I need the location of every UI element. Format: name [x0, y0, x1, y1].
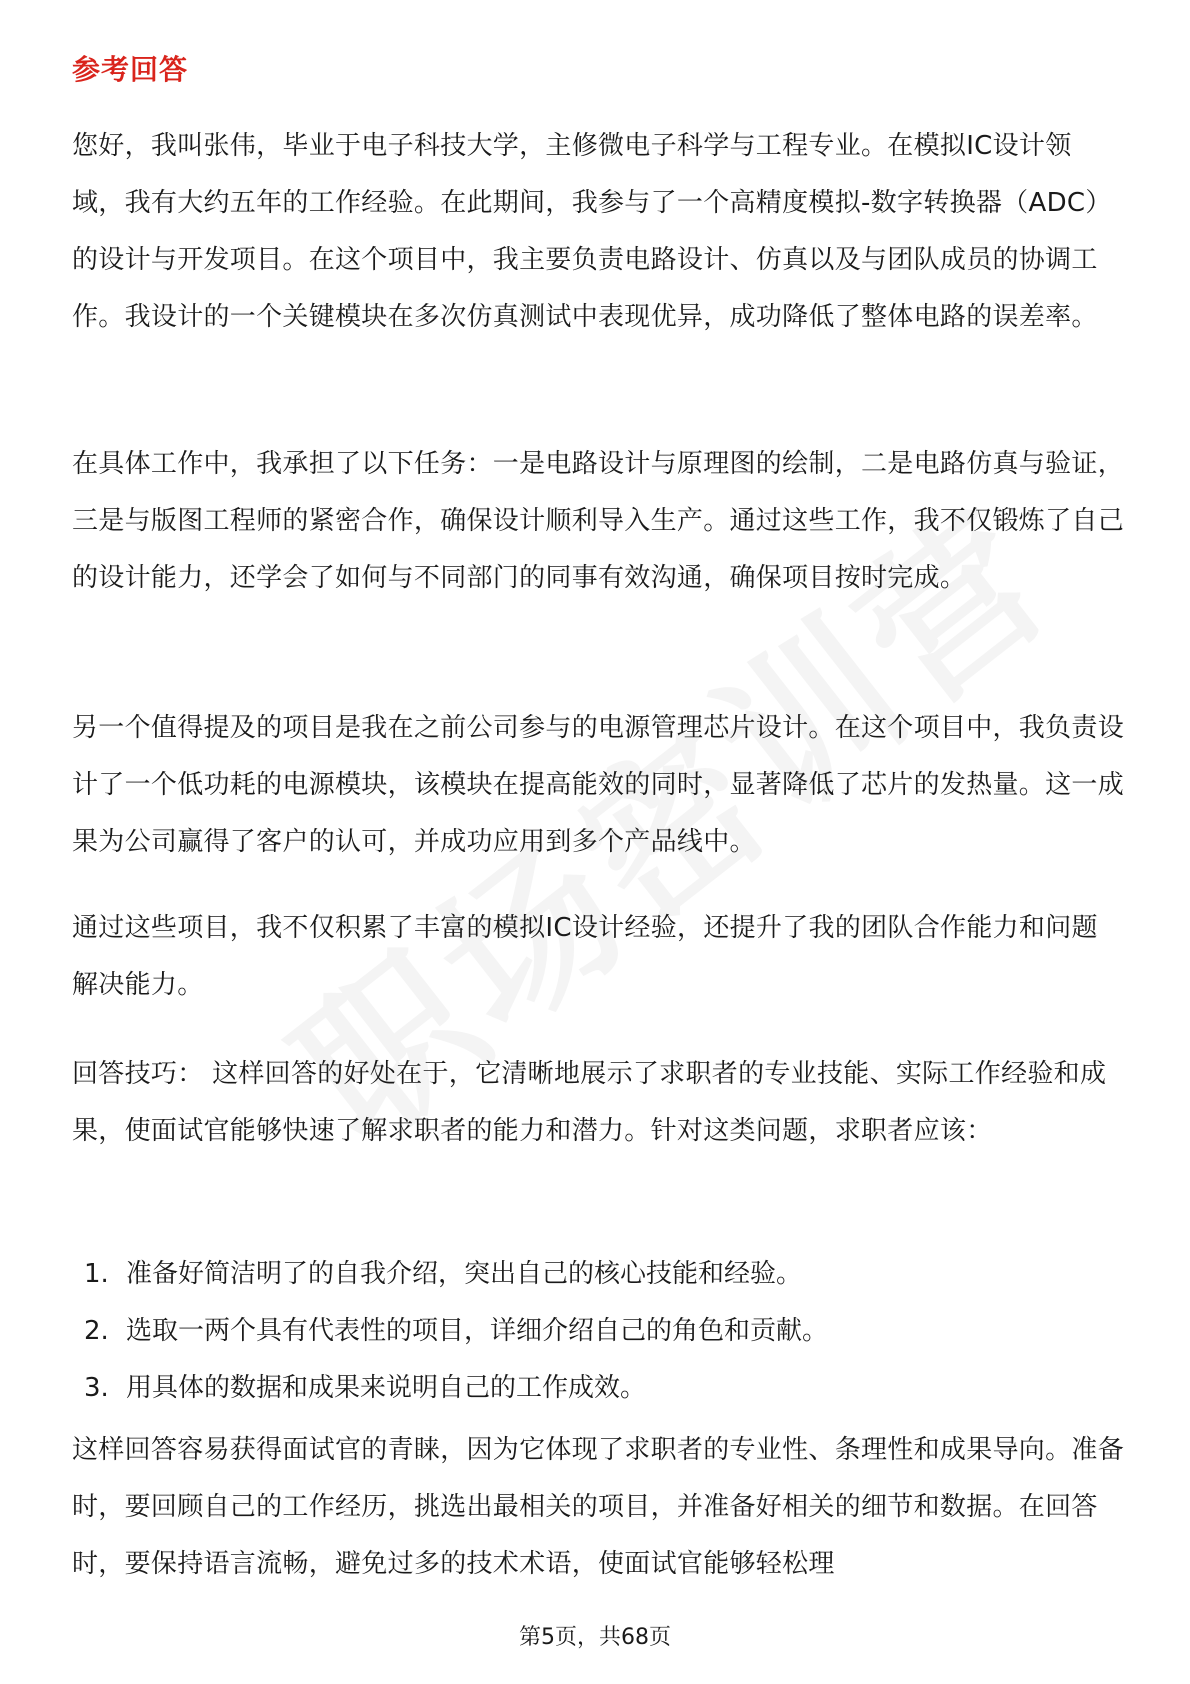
- tips-paragraph: 回答技巧： 这样回答的好处在于，它清晰地展示了求职者的专业技能、实际工作经验和成果，使面试官能够快速了解求职者的能力和潜力。针对这类问题，求职者应该：: [72, 1059, 1107, 1146]
- answer-paragraph-1: 您好，我叫张伟，毕业于电子科技大学，主修微电子科学与工程专业。在模拟IC设计领域，我有大约五年的工作经验。在此期间，我参与了一个高精度模拟-数字转换器（ADC）的设计与开发项目。在这个项目中，我主要负责电路设计、仿真以及与团队成员的协调工作。我设计的一个关键模块在多次仿真测试中表现优异，成功降低了整体电路的误差率。: [72, 131, 1112, 332]
- tips-list: [84, 1246, 1124, 1417]
- list-item-number: 3.: [84, 1373, 109, 1403]
- answer-paragraph-2: 在具体工作中，我承担了以下任务：一是电路设计与原理图的绘制，二是电路仿真与验证，三是与版图工程师的紧密合作，确保设计顺利导入生产。通过这些工作，我不仅锻炼了自己的设计能力，还学会了如何与不同部门的同事有效沟通，确保项目按时完成。: [72, 449, 1125, 593]
- list-item: [84, 1246, 1124, 1303]
- answer-paragraph-4: 通过这些项目，我不仅积累了丰富的模拟IC设计经验，还提升了我的团队合作能力和问题解决能力。: [72, 913, 1098, 1000]
- list-item: [84, 1303, 1124, 1360]
- section-heading: 参考回答: [72, 53, 189, 86]
- list-item: [84, 1360, 1124, 1417]
- list-item-text: 用具体的数据和成果来说明自己的工作成效。: [126, 1373, 647, 1403]
- list-item-text: 准备好简洁明了的自我介绍，突出自己的核心技能和经验。: [126, 1259, 803, 1289]
- list-item-text: 选取一两个具有代表性的项目，详细介绍自己的角色和贡献。: [126, 1316, 829, 1346]
- list-item-number: 2.: [84, 1316, 109, 1346]
- list-item-number: 1.: [84, 1259, 109, 1289]
- page-footer: 第5页，共68页: [519, 1625, 671, 1650]
- answer-paragraph-3: 另一个值得提及的项目是我在之前公司参与的电源管理芯片设计。在这个项目中，我负责设计了一个低功耗的电源模块，该模块在提高能效的同时，显著降低了芯片的发热量。这一成果为公司赢得了客户的认可，并成功应用到多个产品线中。: [72, 713, 1125, 857]
- closing-paragraph: 这样回答容易获得面试官的青睐，因为它体现了求职者的专业性、条理性和成果导向。准备时，要回顾自己的工作经历，挑选出最相关的项目，并准备好相关的细节和数据。在回答时，要保持语言流畅，避免过多的技术术语，使面试官能够轻松理: [72, 1435, 1125, 1579]
